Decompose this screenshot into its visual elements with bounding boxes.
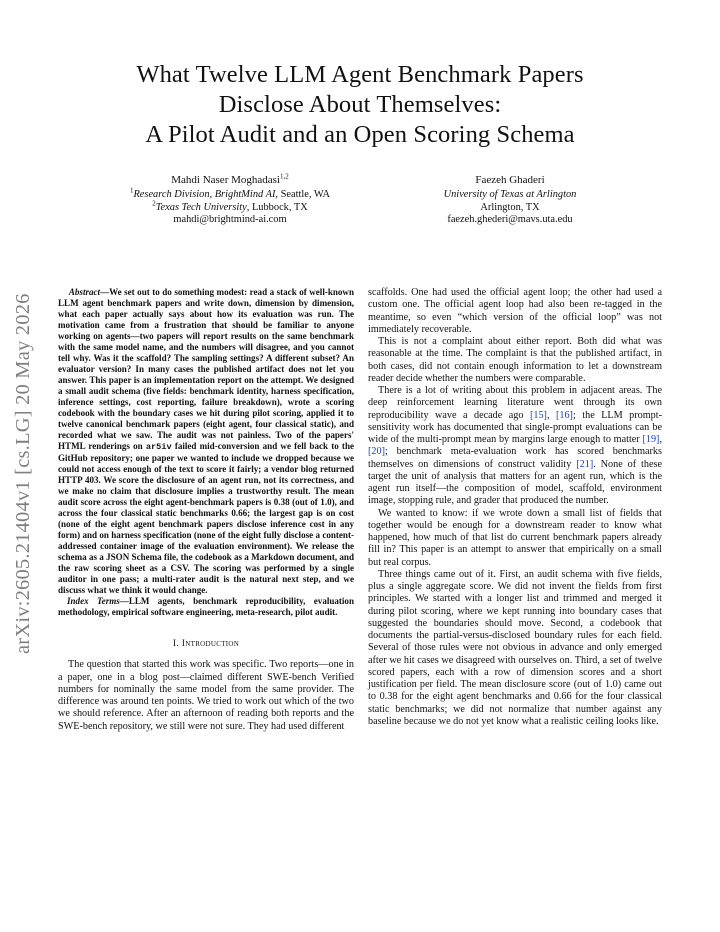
- title-line-2: Disclose About Themselves:: [218, 91, 502, 118]
- paragraph: This is not a complaint about either report. Both did what was reasonable at the time. The complaint is that the published artifact, in both cases, did not contain enough information to let a downstream reader decide whether the numbers were comparable.: [368, 336, 662, 384]
- author-name: Mahdi Naser Moghadasi: [171, 174, 280, 186]
- title-line-3: A Pilot Audit and an Open Scoring Schema: [145, 121, 575, 148]
- arxiv-stamp: arXiv:2605.21404v1 [cs.LG] 20 May 2026: [12, 293, 34, 654]
- paragraph: The question that started this work was specific. Two reports—one in a paper, one in a blog post—claimed different SWE-bench Verified numbers for nominally the same model from the same provider. The difference was around ten points. We tried to work out which of the two we should reference. After an afternoon of reading both reports and the SWE-bench repository, we still were not sure. They had used different: [58, 659, 354, 732]
- author-sup: 1,2: [280, 172, 289, 181]
- author-block-2: [390, 174, 630, 227]
- author-affiliation-2: $^2$Texas Tech University, Lubbock, TX: [152, 199, 308, 213]
- paragraph: Three things came out of it. First, an audit schema with five fields, plus a single aggregate score. We did not invent the fields from first principles. We started with a longer list and trimmed and merged it during pilot scoring, where we kept running into boundary cases that suggested the boundaries should move. Second, a codebook that documents the partial-versus-disclosed boundary rules for each field. Several of those rules were not obvious in advance and only emerged after we hit cases we disagreed with ourselves on. Third, a set of twelve scored papers, each with a row of dimension scores and a short justification per field. The mean disclosure score (out of 1.0) came out to 0.38 for the eight agent benchmarks and 0.66 for the four classical static benchmarks; we did not normalize that number against any baseline because we do not yet know what a realistic ceiling looks like.: [368, 568, 662, 727]
- right-column: [368, 287, 662, 728]
- citation-link[interactable]: [19]: [642, 434, 660, 445]
- author-email[interactable]: faezeh.ghederi@mavs.uta.edu: [447, 214, 573, 226]
- citation-link[interactable]: [21]: [576, 458, 594, 470]
- author-affiliation-2: Arlington, TX: [480, 201, 540, 213]
- author-name: Faezeh Ghaderi: [475, 174, 545, 186]
- abstract: Abstract—We set out to do something modest: read a stack of well-known LLM agent benchmark papers and write down, dimension by dimension, what each paper actually says about how its evaluation was run. The motivation came from a frustration that should be familiar to anyone working on agents—two papers will report results on the same benchmark with the same model name, and the numbers will disagree, and you cannot tell why. Was it the scaffold? The sampling settings? A different subset? An evaluator version? In many cases the published artifact does not let you answer. This paper is an implementation report on the attempt. We designed a small audit schema (five fields: benchmark identity, harness specification, inference settings, cost reporting, failure breakdown), wrote a scoring codebook with the boundary cases we hit during pilot scoring, applied it to twelve canonical benchmark papers (eight agent, four classical static), and recorded what we saw. The audit was not painless. Two of the papers' HTML renderings on ar5iv failed mid-conversion and we fell back to the GitHub repository; one paper we wanted to include we dropped because we could not access enough of the text to score it fairly; a vendor blog returned HTTP 403. We score the disclosure of an agent run, not its correctness, and we make no claim that disclosure implies a trustworthy result. The mean audit score across the eight agent-benchmark papers is 0.38 (out of 1.0), and across the four classical static benchmarks 0.66; the largest gap is on cost (none of the eight agent benchmark papers disclose inference cost in any form) and on harness specification (none of the eight fully disclose a content-addressed container image of the evaluation environment). We release the schema as a JSON Schema file, the codebook as a Markdown document, and the raw scoring sheet as a CSV. The scoring was performed by a single auditor in one pass; a multi-rater audit is the natural next step, and we discuss what we think it would change.: [58, 287, 354, 595]
- section-heading-introduction: I. Introduction: [172, 638, 240, 649]
- abstract-lead: Abstract: [68, 287, 101, 297]
- paragraph: We wanted to know: if we wrote down a small list of fields that together would be enough for a downstream reader to know what happened, how much of that list do current benchmark papers already fill in? This paper is an attempt to answer that empirically on a small but real corpus.: [368, 507, 662, 568]
- index-terms: Index Terms—LLM agents, benchmark reproducibility, evaluation methodology, empirical software engineering, meta-research, pilot audit.: [58, 596, 354, 617]
- inline-code: ar5iv: [145, 442, 172, 452]
- paper-title: [60, 60, 660, 150]
- paragraph: scaffolds. One had used the official agent loop; the other had used a custom one. The official agent loop had also been re-tagged in the meantime, so even “which version of the official loop” was not immediately recoverable.: [368, 287, 662, 335]
- author-affiliation-1: $^1$Research Division, BrightMind AI, Seattle, WA: [129, 186, 331, 200]
- author-affiliation-1: University of Texas at Arlington: [443, 188, 577, 200]
- paragraph: There is a lot of writing about this problem in adjacent areas. The deep reinforcement learning literature went through its own reproducibility wave a decade ago [15], [16]; the LLM prompt-sensitivity work has documented that single-prompt evaluations can be wide of the multi-prompt mean by margins large enough to matter [19], [20]; benchmark meta-evaluation work has scored benchmarks themselves on dimensions of construct validity [21]. None of these target the unit of analysis that matters for an agent run, which is the agent run itself—the composition of model, scaffold, environment image, stopping rule, and grader that produced the number.: [368, 385, 662, 507]
- title-line-1: What Twelve LLM Agent Benchmark Papers: [136, 61, 584, 88]
- left-column: [58, 287, 354, 733]
- citation-link[interactable]: [20]: [368, 446, 385, 458]
- author-email[interactable]: mahdi@brightmind-ai.com: [173, 214, 287, 226]
- author-block-1: [90, 174, 370, 227]
- citation-link[interactable]: [16]: [555, 409, 573, 421]
- citation-link[interactable]: [15]: [529, 409, 547, 421]
